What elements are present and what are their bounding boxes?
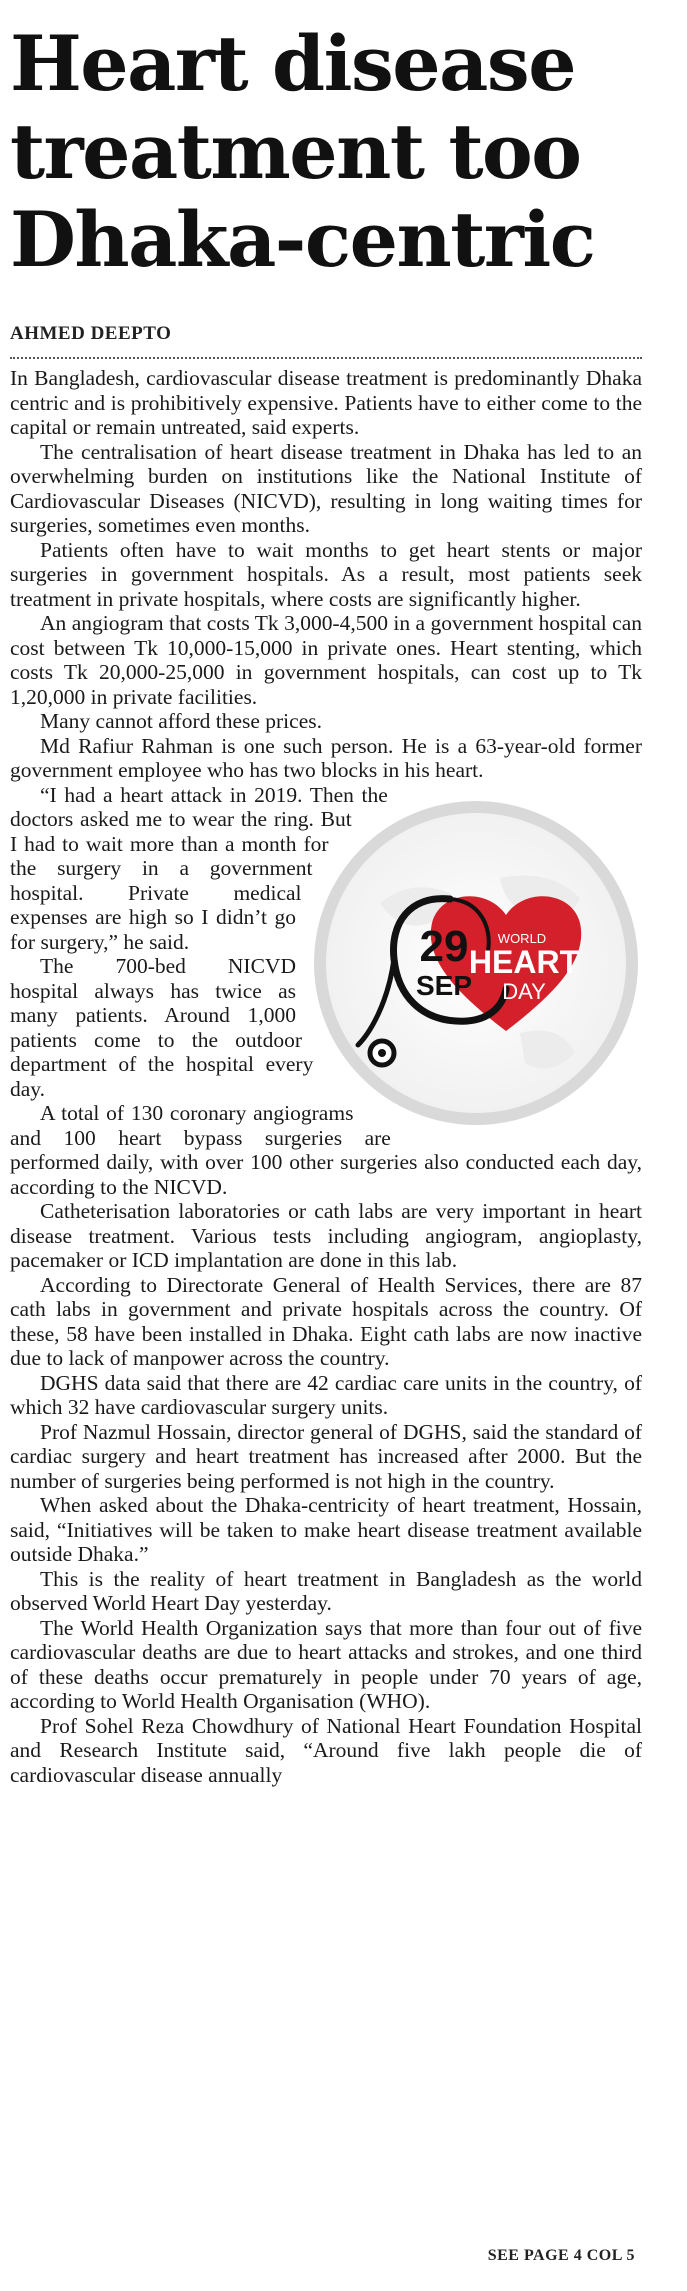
date-month: SEP xyxy=(415,969,473,1001)
headline-line: Dhaka-centric xyxy=(10,195,595,284)
headline-line: treatment too xyxy=(10,107,581,196)
continued-on-page: SEE PAGE 4 COL 5 xyxy=(487,2247,635,2264)
article-paragraph: Md Rafiur Rahman is one such person. He is a 63-year-old former government employee who has two blocks in his heart. xyxy=(10,733,642,782)
world-heart-day-image xyxy=(310,783,642,1143)
article-paragraph: An angiogram that costs Tk 3,000-4,500 in a government hospital can cost between Tk 10,000-15,000 in private ones. Heart stenting, which costs Tk 20,000-25,000 in government hospitals, can cost up to Tk 1,20,000 in private facilities. xyxy=(10,611,642,709)
label-heart: HEART xyxy=(468,943,580,980)
article-paragraph: According to Directorate General of Health Services, there are 87 cath labs in government and private hospitals across the country. Of these, 58 have been installed in Dhaka. Eight cath labs are now inactive due to lack of manpower across the country. xyxy=(10,1272,642,1370)
article-paragraph: This is the reality of heart treatment in Bangladesh as the world observed World Heart Day yesterday. xyxy=(10,1566,642,1615)
article-paragraph: DGHS data said that there are 42 cardiac care units in the country, of which 32 have cardiovascular surgery units. xyxy=(10,1370,642,1419)
article-paragraph: When asked about the Dhaka-centricity of heart treatment, Hossain, said, “Initiatives will be taken to make heart disease treatment available outside Dhaka.” xyxy=(10,1493,642,1566)
stethoscope-chestpiece-center xyxy=(378,1049,386,1057)
dotted-divider xyxy=(10,357,642,359)
article-paragraph: Many cannot afford these prices. xyxy=(40,709,322,733)
article-paragraph: Prof Sohel Reza Chowdhury of National Heart Foundation Hospital and Research Institute said, “Around five lakh people die of cardiovascular disease annually xyxy=(10,1713,642,1787)
byline: AHMED DEEPTO xyxy=(10,323,172,344)
article-paragraph: The 700-bed NICVD hospital always has twice as many patients. Around 1,000 patients come to the outdoor department of the hospital every day. xyxy=(10,954,314,1101)
date-day: 29 xyxy=(419,921,469,971)
article-paragraph: Patients often have to wait months to get heart stents or major surgeries in government hospitals. As a result, most patients seek treatment in private hospitals, where costs are significantly higher. xyxy=(10,537,642,611)
article-body xyxy=(10,366,642,1787)
article-paragraph: In Bangladesh, cardiovascular disease treatment is predominantly Dhaka centric and is prohibitively expensive. Patients have to either come to the capital or remain untreated, said experts. xyxy=(10,366,642,439)
world-heart-day-graphic xyxy=(310,783,642,1143)
article-paragraph: The centralisation of heart disease treatment in Dhaka has led to an overwhelming burden on institutions like the National Institute of Cardiovascular Diseases (NICVD), resulting in long waiting times for surgeries, sometimes even months. xyxy=(10,439,642,537)
headline-line: Heart disease xyxy=(10,19,576,108)
article-paragraph: Catheterisation laboratories or cath labs are very important in heart disease treatment. Various tests including angiogram, angioplasty, pacemaker or ICD implantation are done in this lab. xyxy=(10,1199,642,1272)
article-paragraph: The World Health Organization says that more than four out of five cardiovascular deaths are due to heart attacks and strokes, and one third of these deaths occur prematurely in people under 70 years of age, according to World Health Organisation (WHO). xyxy=(10,1615,642,1713)
label-world: WORLD xyxy=(497,930,547,946)
article-paragraph: “I had a heart attack in 2019. Then the doctors asked me to wear the ring. But I had to wait more than a month for the surgery in a government hospital. Private medical expenses are high so I didn’t go for surgery,” he said. xyxy=(10,782,388,954)
article-paragraph: Prof Nazmul Hossain, director general of DGHS, said the standard of cardiac surgery and heart treatment has increased after 2000. But the number of surgeries being performed is not high in the country. xyxy=(10,1419,642,1493)
article-paragraph: A total of 130 coronary angiograms and 100 heart bypass surgeries are performed daily, with over 100 other surgeries also conducted each day, according to the NICVD. xyxy=(10,1101,642,1199)
headline xyxy=(10,20,680,284)
label-day: DAY xyxy=(502,978,546,1004)
